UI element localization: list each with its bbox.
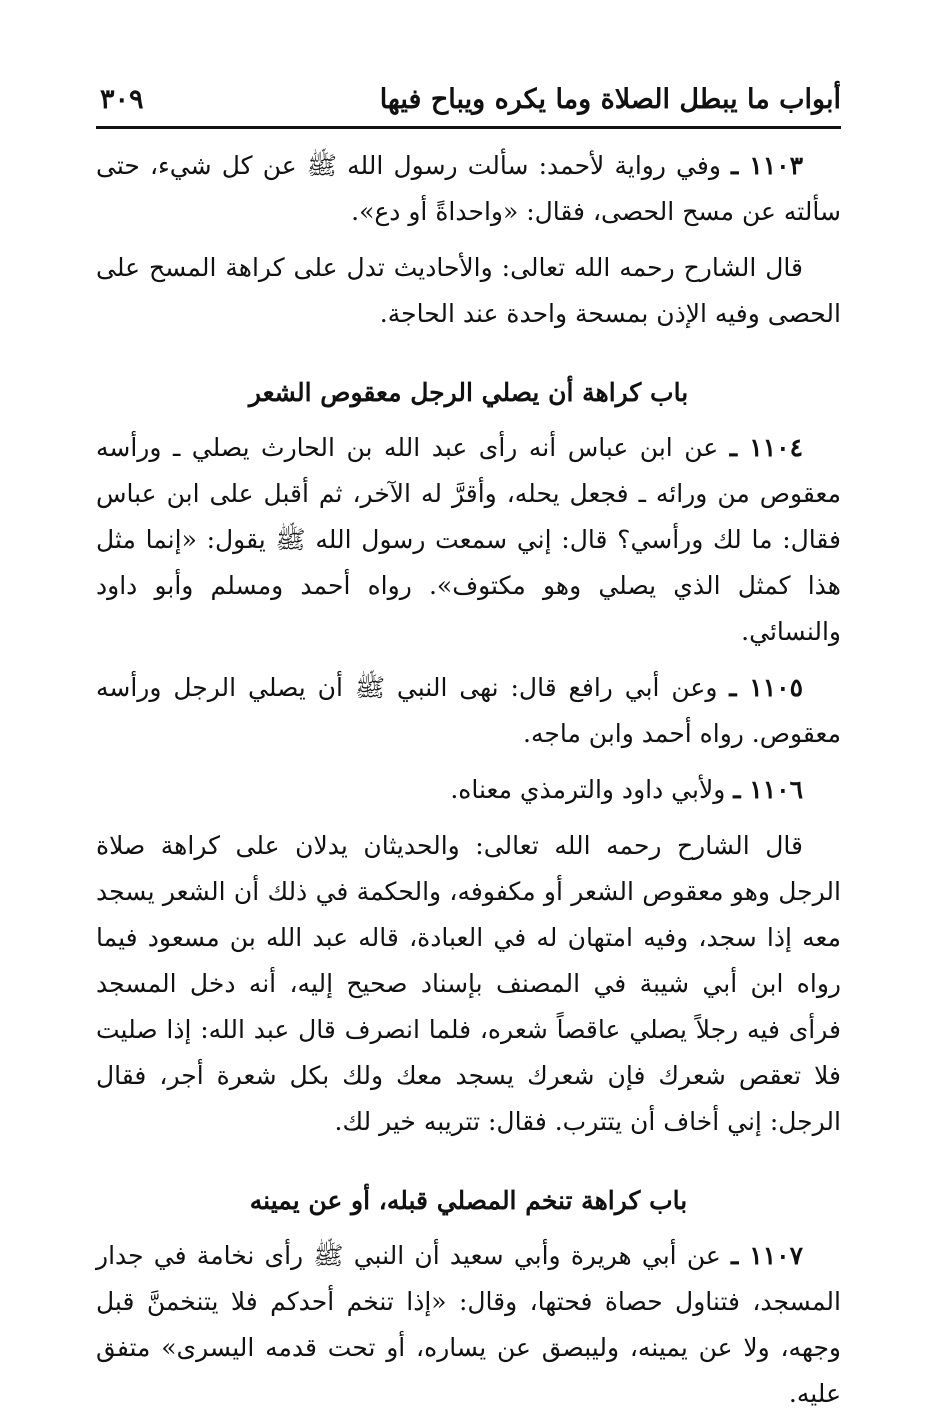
running-title: أبواب ما يبطل الصلاة وما يكره ويباح فيها <box>379 84 841 115</box>
page-number: ٣٠٩ <box>100 84 144 115</box>
hadith-1107 <box>96 1233 841 1417</box>
page-header <box>96 80 841 129</box>
commentary-paragraph: قال الشارح رحمه الله تعالى: والحديثان يدلان على كراهة صلاة الرجل وهو معقوص الشعر أو مكفوفه، والحكمة في ذلك أن الشعر يسجد معه إذا سجد، وفيه امتهان له في العبادة، قاله عبد الله بن مسعود فيما رواه ابن أبي شيبة في المصنف بإسناد صحيح إليه، أنه دخل المسجد فرأى فيه رجلاً يصلي عاقصاً شعره، فلما انصرف قال عبد الله: إذا صليت فلا تعقص شعرك فإن شعرك يسجد معك ولك بكل شعرة أجر، فقال الرجل: إني أخاف أن يتترب. فقال: تتريبه خير لك. <box>96 831 841 1136</box>
book-page <box>96 80 841 1417</box>
hadith-number: ١١٠٣ ـ <box>731 151 803 180</box>
hadith-text: عن أبي هريرة وأبي سعيد أن النبي ﷺ رأى نخامة في جدار المسجد، فتناول حصاة فحتها، وقال: «إذا تنخم أحدكم فلا يتنخمنَّ قبل وجهه، ولا عن يمينه، وليبصق عن يساره، أو تحت قدمه اليسرى» متفق عليه. <box>96 1241 841 1408</box>
hadith-1105 <box>96 665 841 757</box>
hadith-number: ١١٠٤ ـ <box>729 433 804 462</box>
hadith-number: ١١٠٧ ـ <box>731 1241 804 1270</box>
chapter-heading: باب كراهة تنخم المصلي قبله، أو عن يمينه <box>249 1186 688 1215</box>
hadith-text: وفي رواية لأحمد: سألت رسول الله ﷺ عن كل شيء، حتى سألته عن مسح الحصى، فقال: «واحداةً أو دع». <box>96 151 841 226</box>
hadith-text: عن ابن عباس أنه رأى عبد الله بن الحارث يصلي ـ ورأسه معقوص من ورائه ـ فجعل يحله، وأقرَّ له الآخر، ثم أقبل على ابن عباس فقال: ما لك ورأسي؟ قال: إني سمعت رسول الله ﷺ يقول: «إنما مثل هذا كمثل الذي يصلي وهو مكتوف». رواه أحمد ومسلم وأبو داود والنسائي. <box>96 433 841 646</box>
hadith-number: ١١٠٥ ـ <box>729 673 803 702</box>
hadith-text: وعن أبي رافع قال: نهى النبي ﷺ أن يصلي الرجل ورأسه معقوص. رواه أحمد وابن ماجه. <box>96 673 841 748</box>
hadith-number: ١١٠٦ ـ <box>733 775 803 804</box>
hadith-1103 <box>96 143 841 235</box>
hadith-text: ولأبي داود والترمذي معناه. <box>450 775 726 804</box>
hadith-1104 <box>96 425 841 655</box>
hadith-1106 <box>96 767 841 813</box>
chapter-heading: باب كراهة أن يصلي الرجل معقوص الشعر <box>248 378 689 407</box>
commentary-paragraph: قال الشارح رحمه الله تعالى: والأحاديث تدل على كراهة المسح على الحصى وفيه الإذن بمسحة واحدة عند الحاجة. <box>96 253 841 328</box>
page-content <box>96 143 841 1417</box>
